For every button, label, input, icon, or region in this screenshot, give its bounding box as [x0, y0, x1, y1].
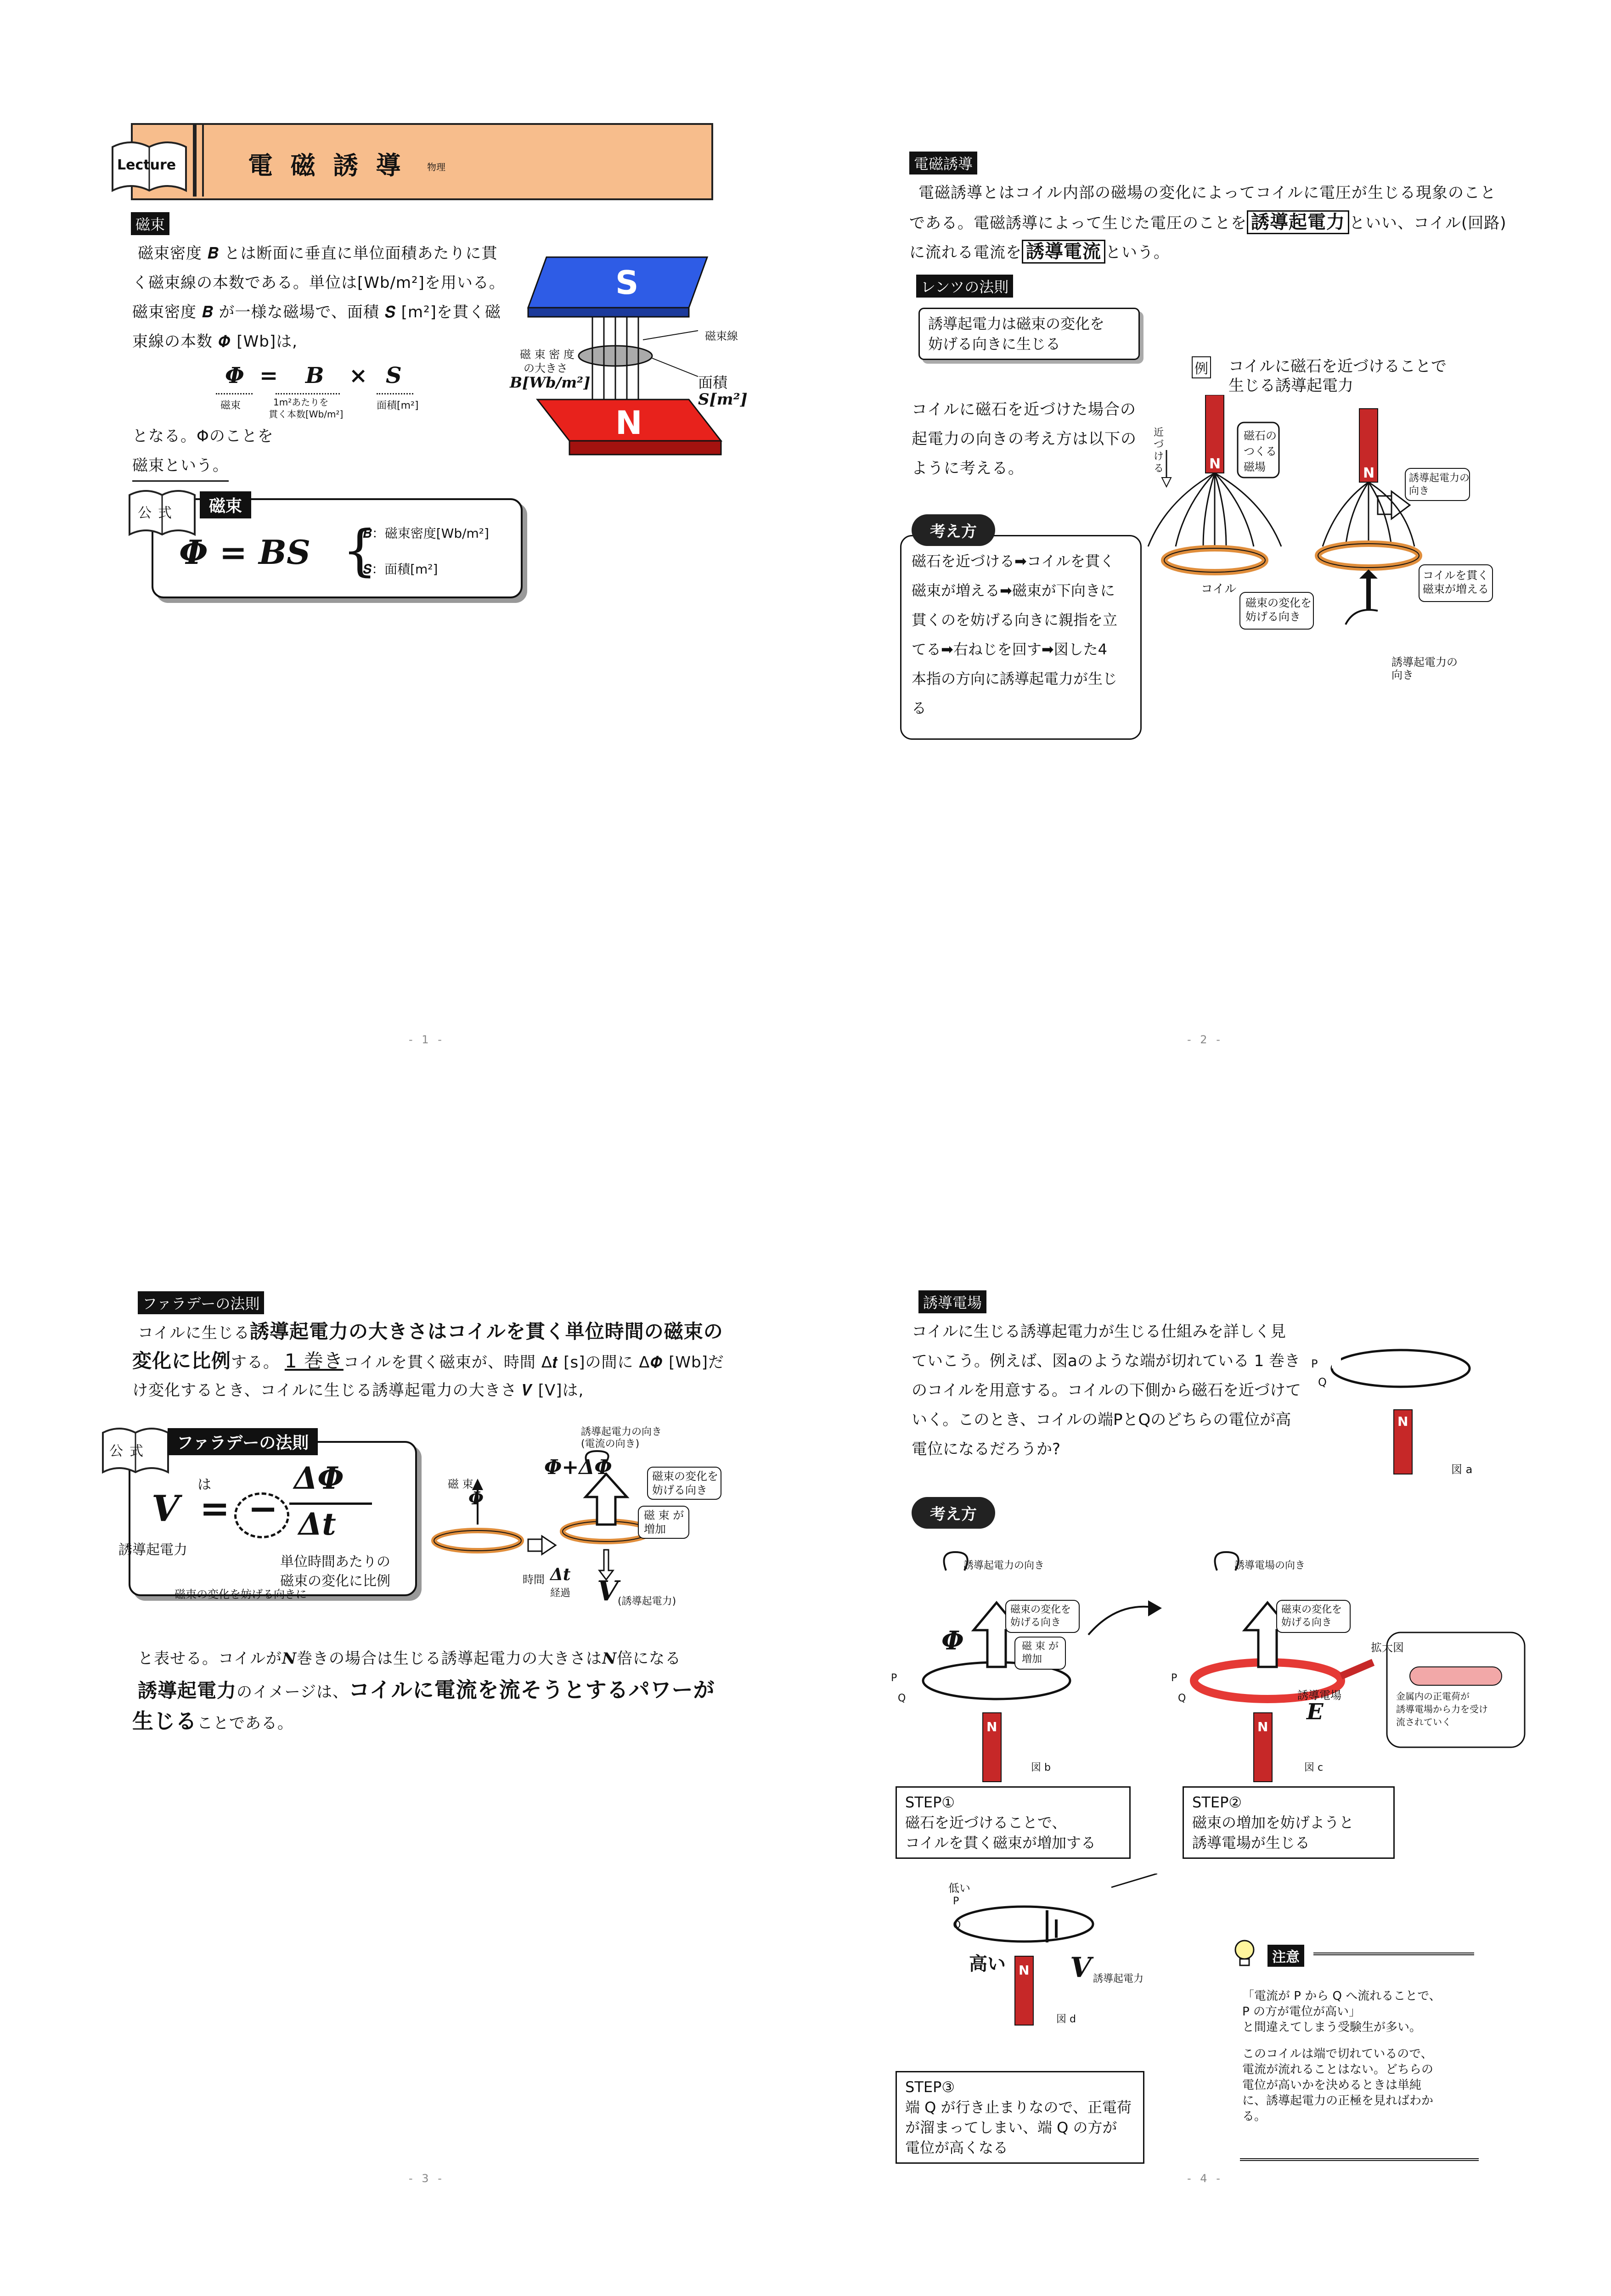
- fig-b-emf: 誘導起電力の向き: [963, 1560, 1045, 1571]
- fig-density-2: の大きさ: [524, 362, 568, 375]
- step-2-box: STEP② 磁束の増加を妨げようと 誘導電場が生じる: [1183, 1786, 1395, 1859]
- consider-1: コイルに磁石を近づけた場合の: [912, 400, 1136, 419]
- example-title-2: 生じる誘導起電力: [1228, 377, 1353, 395]
- fig-b-P: P: [891, 1672, 897, 1684]
- fig-c-N: N: [1257, 1719, 1268, 1734]
- faraday-emf-label: 誘導起電力: [118, 1542, 187, 1558]
- thinking-cloud-4: 考え方: [912, 1497, 995, 1529]
- page-number-4: - 4 -: [1187, 2172, 1223, 2185]
- fig-c-emf: 誘導電場の向き: [1234, 1560, 1306, 1571]
- fig3-flux: 磁 束: [448, 1478, 473, 1491]
- fig-a-Q: Q: [1318, 1376, 1327, 1389]
- fig-c-field: 誘導電場: [1297, 1689, 1341, 1702]
- faraday-title: ファラデーの法則: [168, 1428, 318, 1455]
- fig-c-zoom: 拡大図: [1371, 1641, 1404, 1654]
- fig-magnet-field: 磁石の つくる 磁場: [1244, 429, 1277, 473]
- magnet-S-label: S: [615, 264, 639, 302]
- fig-N2: N: [1363, 465, 1375, 481]
- example-figure: [1139, 395, 1571, 698]
- figure-c: [1176, 1529, 1534, 1786]
- p3-after-1: と表せる。コイルがN巻きの場合は生じる誘導起電力の大きさはN倍になる: [138, 1649, 682, 1668]
- fig-b-Q: Q: [898, 1693, 906, 1704]
- fig-flux-line-label: 磁束線: [705, 330, 738, 343]
- para-line-1: 磁束密度 𝑩 とは断面に垂直に単位面積あたりに貫: [138, 244, 498, 263]
- fig3-time: 時間: [523, 1573, 545, 1586]
- para-line-3: 磁束密度 𝑩 が一様な磁場で、面積 𝑺 [m²]を貫く磁: [132, 303, 501, 321]
- thinking-steps: 磁石を近づける➡コイルを貫く 磁束が増える➡磁束が下向きに 貫くのを妨げる向きに親指を立 てる➡右ねじを回す➡図した4 本指の方向に誘導起電力が生じ る: [912, 552, 1118, 717]
- lenz-heading: レンツの法則: [916, 275, 1013, 298]
- fig-b-label: 図 b: [1031, 1762, 1051, 1773]
- formula-B-def: 𝑩：磁束密度[Wb/m²]: [363, 526, 489, 541]
- faraday-kou: 公式: [109, 1443, 150, 1459]
- p2-line-2: である。電磁誘導によって生じた電圧のことを 誘導起電力 といい、コイル(回路): [909, 208, 1507, 238]
- fig-approach: 近 づ け る: [1154, 427, 1164, 474]
- example-title-1: コイルに磁石を近づけることで: [1228, 357, 1447, 376]
- faraday-wa: は: [197, 1477, 211, 1493]
- fig-N1: N: [1209, 456, 1221, 472]
- fig3-phi: Φ: [468, 1488, 484, 1508]
- eq-label-density-b: 貫く本数[Wb/m²]: [269, 409, 344, 420]
- lecture-banner: [131, 123, 713, 200]
- fig-coil-label: コイル: [1201, 582, 1237, 596]
- thinking-cloud: 考え方: [912, 514, 995, 546]
- fig-c-E: E: [1307, 1699, 1324, 1725]
- fig3-elapsed: 経過: [550, 1587, 571, 1599]
- eq-label-area: 面積[m²]: [377, 400, 419, 411]
- caution-text: 「電流が P から Q へ流れることで、 P の方が電位が高い」 と間違えてしまう受験生が多い。 このコイルは端で切れているので、 電流が流れることはない。どちらの 電位が高いかを決めるときは単純 に、誘導起電力の正極を見ればわか る。: [1242, 1989, 1441, 2123]
- faraday-dt: Δt: [299, 1506, 336, 1542]
- fig-a-P: P: [1311, 1357, 1318, 1370]
- fig-c-oppose: 磁束の変化を 妨げる向き: [1281, 1604, 1342, 1628]
- fig-d-Q: Q: [953, 1919, 961, 1931]
- fig-c-zoom-text: 金属内の正電荷が 誘導電場から力を受け 流されていく: [1396, 1691, 1488, 1728]
- faraday-eq: =: [200, 1488, 230, 1530]
- p3-line-3: け変化するとき、コイルに生じる誘導起電力の大きさ 𝑽 [V]は,: [132, 1381, 584, 1400]
- caution-label: 注意: [1267, 1945, 1304, 1967]
- fig-density-1: 磁 束 密 度: [520, 348, 575, 361]
- fig-a-N: N: [1397, 1414, 1408, 1429]
- fig3-dt: Δt: [550, 1565, 571, 1584]
- formula-kou: 公式: [138, 505, 178, 521]
- faraday-rate-1: 単位時間あたりの: [280, 1554, 390, 1570]
- faraday-minus: −: [248, 1488, 278, 1530]
- fig-b-inc: 磁 束 が 増加: [1022, 1641, 1059, 1665]
- eq-B: B: [305, 363, 324, 388]
- fig3-emf-dir: 誘導起電力の向き (電流の向き): [581, 1426, 662, 1450]
- fig-increase: コイルを貫く 磁束が増える: [1423, 569, 1489, 596]
- page-number: - 1 -: [409, 1033, 445, 1046]
- fig-d-N: N: [1019, 1963, 1030, 1978]
- fig-emf-dir: 誘導起電力の 向き: [1409, 473, 1470, 497]
- formula-main: Φ = BS: [179, 533, 311, 572]
- section-heading-4: 誘導電場: [918, 1290, 986, 1313]
- fig3-Vlabel: (誘導起電力): [618, 1596, 676, 1607]
- eq-label-flux: 磁束: [220, 400, 241, 411]
- fig-c-P: P: [1171, 1672, 1177, 1684]
- fig-c-label: 図 c: [1304, 1762, 1324, 1773]
- p4-para: コイルに生じる誘導起電力が生じる仕組みを詳しく見 ていこう。例えば、図aのような端が切れている 1 巻き のコイルを用意する。コイルの下側から磁石を近づけて いく。このとき、コイルの端PとQのどちらの電位が高 電位になるだろうか?: [912, 1322, 1301, 1458]
- section-heading-2: 電磁誘導: [909, 152, 977, 174]
- page-number-2: - 2 -: [1187, 1033, 1223, 1046]
- fig-oppose: 磁束の変化を 妨げる向き: [1245, 597, 1312, 623]
- eq-phi: Φ: [225, 363, 244, 388]
- page-3-4: [0, 1139, 1611, 2278]
- fig3-inc: 磁 束 が 増加: [644, 1509, 684, 1536]
- para-line-4: 束線の本数 𝜱 [Wb]は,: [132, 332, 298, 351]
- fig-emf-dir-2: 誘導起電力の 向き: [1391, 656, 1458, 681]
- caution-icon: [1231, 1938, 1258, 1970]
- p2-line-1: 電磁誘導とはコイル内部の磁場の変化によってコイルに電圧が生じる現象のこと: [918, 184, 1496, 202]
- eq-label-density-a: 1m²あたりを: [273, 397, 329, 408]
- para-line-2: く磁束線の本数である。単位は[Wb/m²]を用いる。: [132, 274, 505, 292]
- fig-d-emf: 誘導起電力: [1093, 1973, 1144, 1985]
- eq-times: ×: [349, 363, 368, 388]
- fig-a-label: 図 a: [1451, 1463, 1473, 1476]
- fig-b-phi: Φ: [941, 1626, 964, 1656]
- eq-S: S: [386, 363, 402, 388]
- fig-area-1: 面積: [698, 374, 728, 391]
- fig-d-low: 低い: [948, 1882, 970, 1895]
- p3-line-2: 変化に比例する。 1 巻きコイルを貫く磁束が、時間 Δ𝒕 [s]の間に Δ𝜱 [Wb]だ: [132, 1350, 724, 1372]
- step-1-box: STEP① 磁石を近づけることで、 コイルを貫く磁束が増加する: [896, 1786, 1131, 1859]
- page-5: [0, 2278, 1611, 2296]
- step-3-box: STEP③ 端 Q が行き止まりなので、正電荷 が溜まってしまい、端 Q の方が 電位が高くなる: [896, 2071, 1144, 2164]
- fig-d-high: 高い: [969, 1953, 1006, 1975]
- page-1: Lecture 電 磁 誘 導 物理 磁束 磁束密度 𝑩 とは断面に垂直に単位面積あたりに貫 く磁束線の本数である。単位は[Wb/m²]を用いる。 磁束密度 𝑩 が一様な磁場で、面積 𝑺 [m²]を貫く磁 束線の本数 𝜱 [Wb]は, Φ = B × S 磁束 1m²あたりを 貫く本数[Wb/m²] 面積[m²] となる。Φのことを 磁束という。 公式 磁束 Φ = BS { 𝑩：磁束密度[Wb/m²] 𝑺：面積[m²] S N 磁束線 磁 束 密 度 の大きさ B[Wb/m²] 面積 S[m²] - 1 - 電磁誘導 電磁誘導とはコイル内部の磁場の変化によってコイルに電圧が生じる現象のこと である。電磁誘導によって生じた電圧のことを 誘導起電力 といい、コイル(回路) に流れる電流を 誘導電流 という。 レンツの法則 誘導起電力は磁束の変化を 妨げる向きに生じる コイルに磁石を近づけた場合の 起電力の向きの考え方は以下の ように考える。 考え方 磁石を近づける➡コイルを貫く 磁束が増える➡磁束が下向きに 貫くのを妨げる向きに親指を立 てる➡右ねじを回す➡図した4 本指の方向に誘導起電力が生じ る 例 コイルに磁石を近づけることで 生じる誘導起電力 N N 近 づ け る 磁石の つくる 磁場 コイル 誘導起電力の 向き コイルを貫く 磁束が増える 磁束の変化を 妨げる向き 誘導起電力の 向き - 2 -: [0, 0, 1611, 1139]
- fig-d-label: 図 d: [1056, 2014, 1076, 2025]
- lecture-label: Lecture: [117, 157, 176, 173]
- eq-eq: =: [259, 363, 278, 388]
- faraday-oppose: 磁束の変化を妨げる向きに: [175, 1588, 307, 1601]
- after-line-2: 磁束という。: [132, 451, 229, 482]
- magnet-N-label: N: [615, 404, 642, 442]
- faraday-dPhi: ΔΦ: [294, 1460, 344, 1496]
- fig3-phidphi: Φ+ΔΦ: [544, 1456, 612, 1479]
- example-label: 例: [1192, 356, 1211, 378]
- page-title: 電 磁 誘 導: [248, 151, 406, 180]
- fig3-V: V: [597, 1575, 619, 1607]
- fig-density-3: B[Wb/m²]: [510, 374, 591, 391]
- fig3-oppose: 磁束の変化を 妨げる向き: [652, 1470, 718, 1497]
- formula-S-def: 𝑺：面積[m²]: [363, 562, 438, 577]
- fig-d-P: P: [953, 1896, 959, 1907]
- p3-after-2: 誘導起電力のイメージは、コイルに電流を流そうとするパワーが: [138, 1677, 715, 1702]
- p3-line-1: コイルに生じる誘導起電力の大きさはコイルを貫く単位時間の磁束の: [138, 1320, 723, 1343]
- lenz-box: 誘導起電力は磁束の変化を 妨げる向きに生じる: [918, 308, 1140, 360]
- formula-title: 磁束: [200, 491, 251, 518]
- consider-3: ように考える。: [912, 459, 1024, 478]
- fig-d-V: V: [1070, 1952, 1092, 1984]
- fig-area-2: S[m²]: [698, 390, 748, 409]
- faraday-rate-2: 磁束の変化に比例: [280, 1573, 390, 1589]
- subject-label: 物理: [427, 162, 445, 173]
- section-heading: 磁束: [131, 212, 169, 235]
- fig-c-Q: Q: [1178, 1693, 1186, 1704]
- p2-line-3: に流れる電流を 誘導電流 という。: [909, 237, 1170, 267]
- page-number-3: - 3 -: [409, 2172, 445, 2185]
- faraday-V: V: [152, 1488, 180, 1530]
- section-heading-3: ファラデーの法則: [138, 1291, 264, 1314]
- consider-2: 起電力の向きの考え方は以下の: [912, 430, 1137, 448]
- fig-b-N: N: [986, 1719, 997, 1734]
- fig-b-oppose: 磁束の変化を 妨げる向き: [1010, 1604, 1071, 1628]
- p3-after-3: 生じることである。: [132, 1709, 293, 1733]
- after-line-1: となる。Φのことを: [132, 427, 274, 445]
